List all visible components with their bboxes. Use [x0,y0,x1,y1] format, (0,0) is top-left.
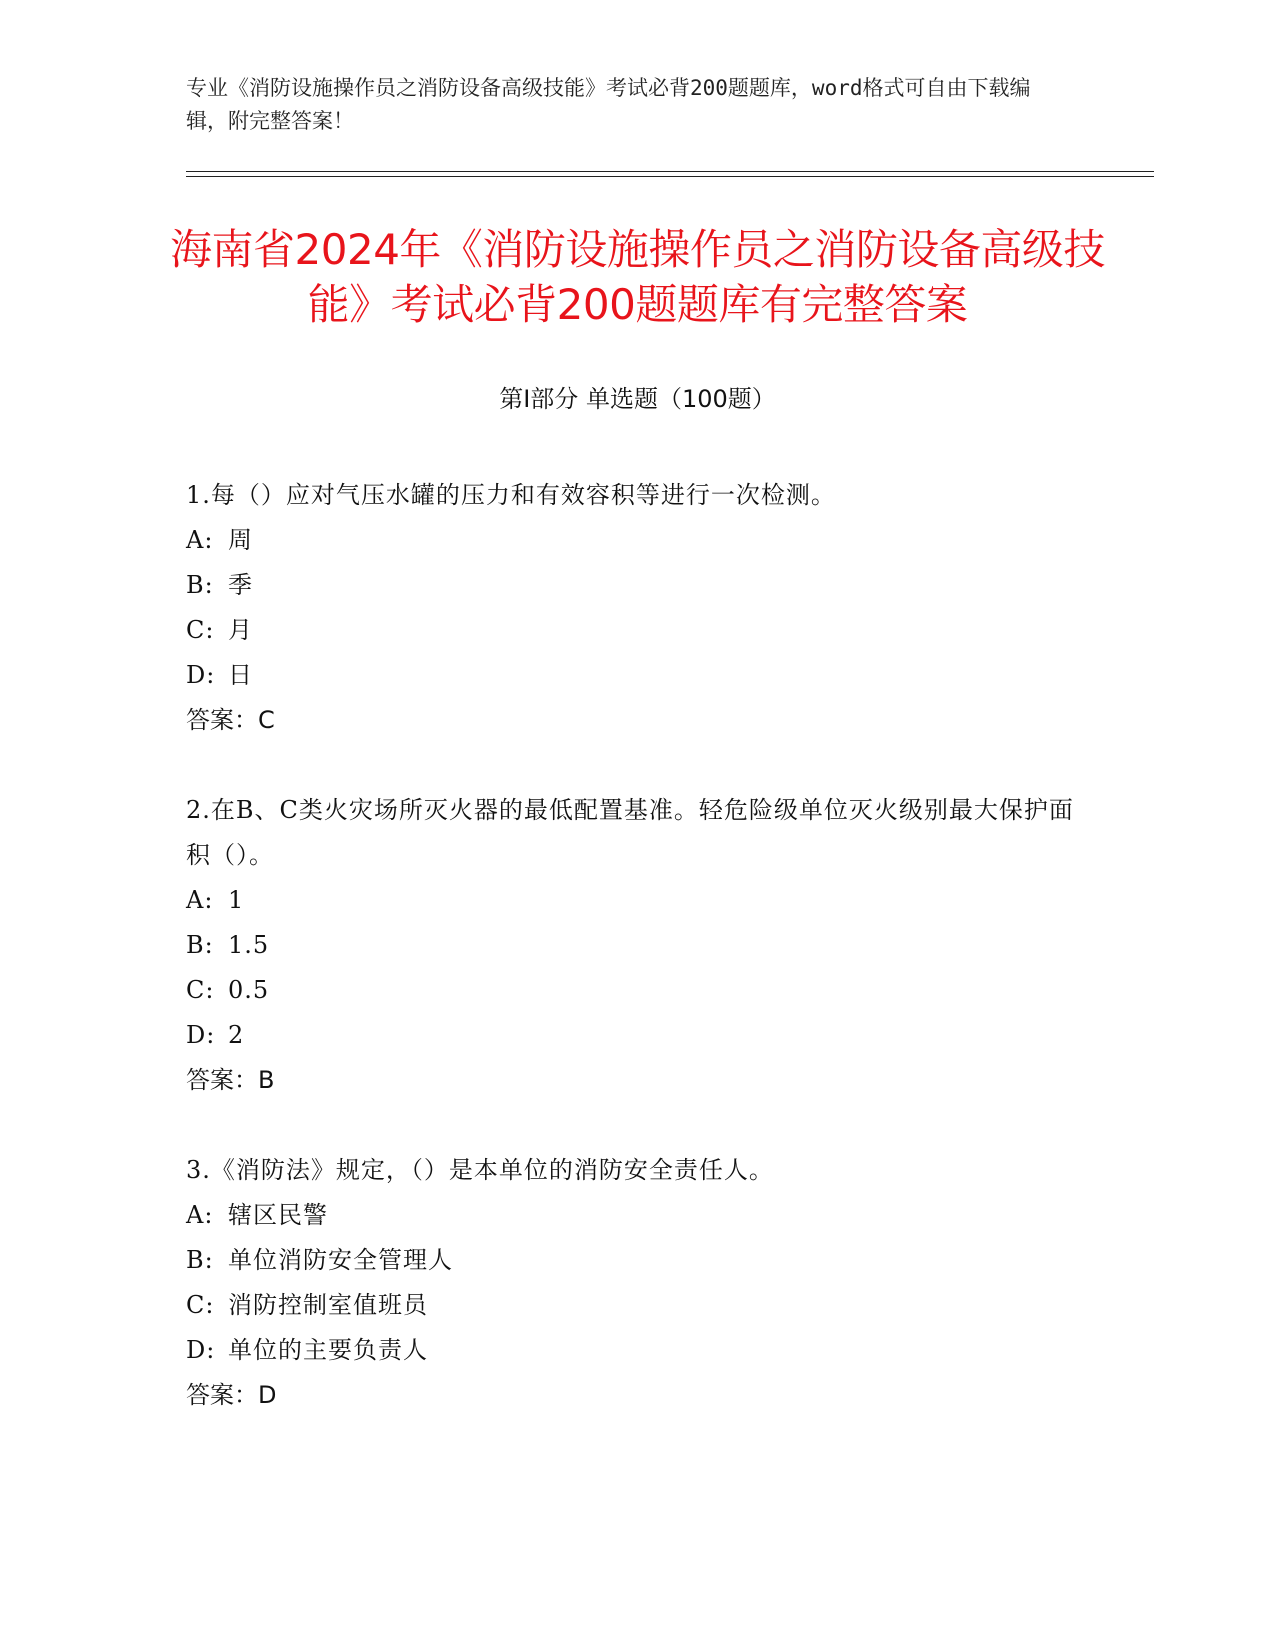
option-letter: B: [186,571,214,599]
option-letter: C: [186,616,215,644]
question-spacer [186,1103,1086,1148]
question-list [186,473,1086,1418]
question-option-a [186,1193,1086,1238]
question-option-c [186,608,1086,653]
answer-prefix: 答案： [186,1066,258,1094]
option-text: 单位的主要负责人 [228,1336,428,1364]
option-text: 周 [228,526,253,554]
question-spacer [186,743,1086,788]
question-item [186,788,1086,1103]
question-item [186,1148,1086,1418]
option-text: 1.5 [228,931,270,959]
question-answer [186,1373,1086,1418]
answer-value: B [258,1066,275,1094]
option-text: 1 [228,886,245,914]
option-letter: D: [186,1021,216,1049]
answer-value: D [258,1381,277,1409]
question-option-c [186,1283,1086,1328]
document-title: 海南省2024年《消防设施操作员之消防设备高级技能》考试必背200题题库有完整答案 [170,225,1105,329]
option-letter: D: [186,661,216,689]
question-stem: 3.《消防法》规定，（）是本单位的消防安全责任人。 [186,1156,774,1184]
header-divider-top [186,171,1154,172]
question-stem: 1.每（）应对气压水罐的压力和有效容积等进行一次检测。 [186,481,836,509]
option-text: 0.5 [228,976,270,1004]
option-letter: A: [186,1201,214,1229]
option-letter: C: [186,976,215,1004]
option-text: 季 [228,571,253,599]
answer-prefix: 答案： [186,1381,258,1409]
question-answer [186,1058,1086,1103]
question-option-b [186,1238,1086,1283]
question-answer [186,698,1086,743]
question-option-d [186,1328,1086,1373]
question-item [186,473,1086,743]
question-stem: 2.在B、C类火灾场所灭火器的最低配置基准。轻危险级单位灭火级别最大保护面积（）。 [186,796,1074,869]
option-text: 辖区民警 [228,1201,328,1229]
option-letter: C: [186,1291,215,1319]
question-option-b [186,923,1086,968]
question-option-c [186,968,1086,1013]
answer-prefix: 答案： [186,706,258,734]
option-letter: A: [186,886,214,914]
section-title: 第I部分 单选题（100题） [499,385,776,413]
question-option-a [186,518,1086,563]
header-note: 专业《消防设施操作员之消防设备高级技能》考试必背200题题库，word格式可自由下载编辑，附完整答案！ [186,76,1031,133]
option-text: 消防控制室值班员 [228,1291,428,1319]
option-letter: B: [186,931,214,959]
question-option-d [186,1013,1086,1058]
answer-value: C [258,706,275,734]
option-text: 单位消防安全管理人 [228,1246,453,1274]
question-option-b [186,563,1086,608]
option-letter: A: [186,526,214,554]
header-divider-bottom [186,176,1154,177]
option-text: 2 [228,1021,245,1049]
option-letter: B: [186,1246,214,1274]
option-text: 日 [228,661,253,689]
question-option-d [186,653,1086,698]
option-letter: D: [186,1336,216,1364]
question-option-a [186,878,1086,923]
option-text: 月 [228,616,253,644]
